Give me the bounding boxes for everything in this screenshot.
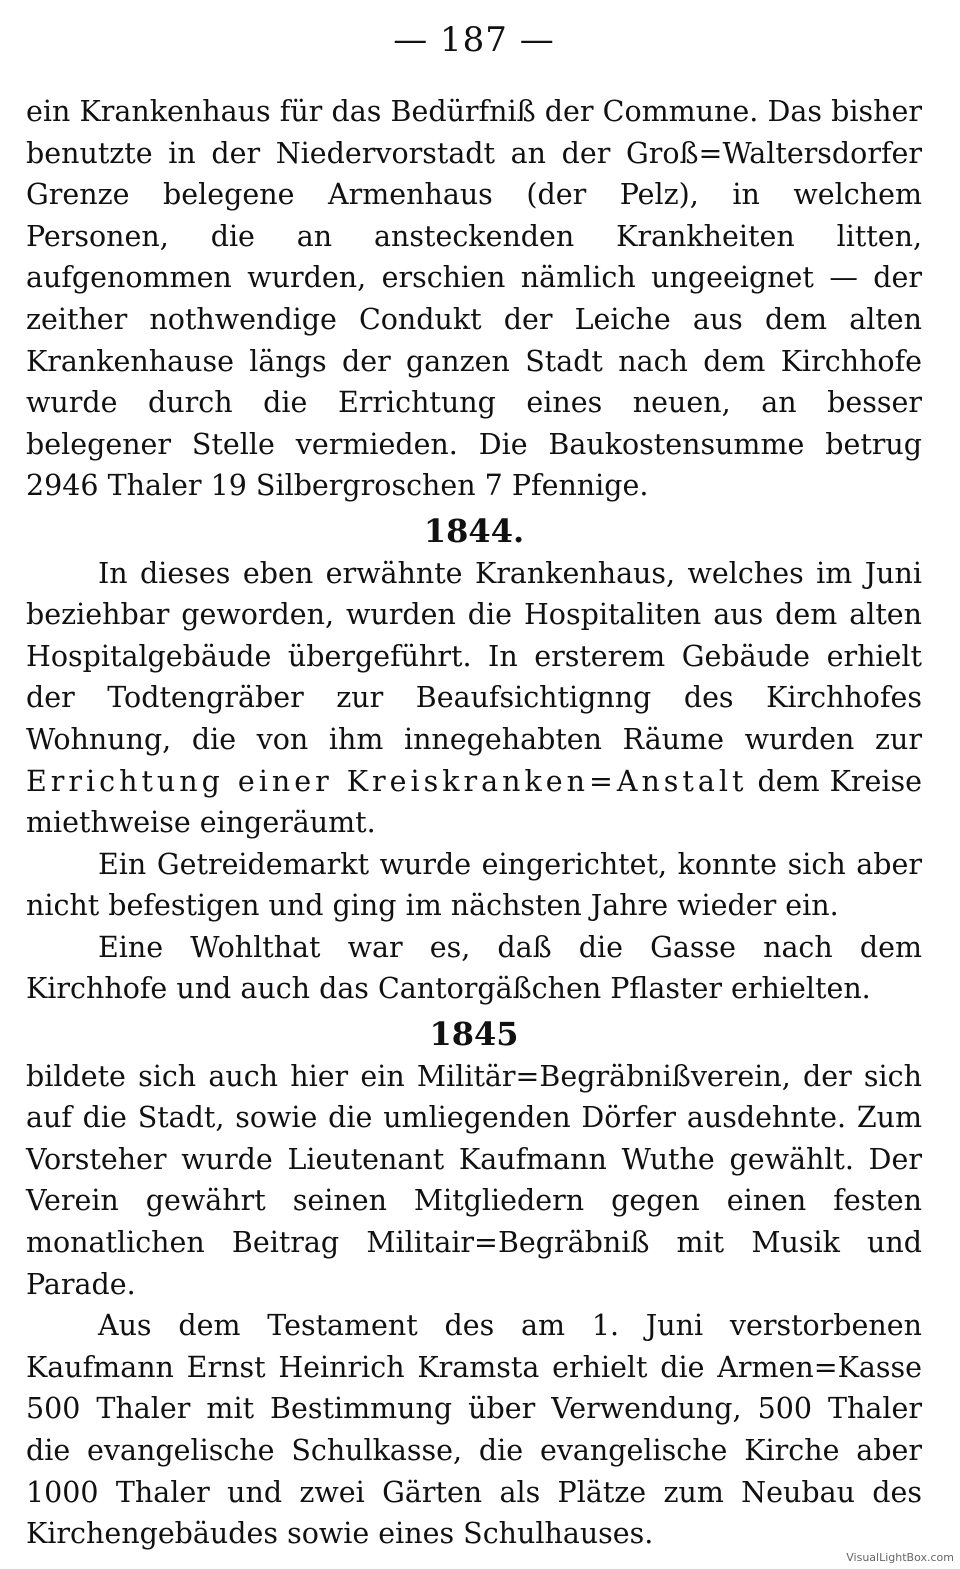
paragraph-1844-pflaster: Eine Wohlthat war es, daß die Gasse nach dem Kirchhofe und auch das Cantorgäßchen Pflaster erhielten. (26, 930, 922, 1006)
book-page (26, 0, 922, 1569)
year-heading-1845: 1845 (429, 1015, 519, 1054)
paragraph-krankenhaus: ein Krankenhaus für das Bedürfniß der Commune. Das bisher benutzte in der Niedervorstadt an der Groß=Waltersdorfer Grenze belegene Armenhaus (der Pelz), in welchem Personen, die an ansteckenden Krankheiten litten, aufgenommen wurden, erschien nämlich ungeeignet — der zeither nothwendige Condukt der Leiche aus dem alten Krankenhause längs der ganzen Stadt nach dem Kirchhofe wurde durch die Errichtung eines neuen, an besser belegener Stelle vermieden. Die Baukostensumme betrug 2946 Thaler 19 Silbergroschen 7 Pfennige. (26, 95, 922, 503)
paragraph-1845-begraebnissverein: bildete sich auch hier ein Militär=Begräbnißverein, der sich auf die Stadt, sowie die umliegenden Dörfer ausdehnte. Zum Vorsteher wurde Lieutenant Kaufmann Wuthe gewählt. Der Verein gewährt seinen Mitgliedern gegen einen festen monatlichen Beitrag Militair=Begräbniß mit Musik und Parade. (26, 1059, 922, 1301)
text-run: dem Kreise miethweise eingeräumt. (26, 764, 922, 840)
watermark: VisualLightBox.com (846, 1551, 954, 1564)
paragraph-1844-hospitaliten (26, 553, 922, 844)
paragraph-1844-getreidemarkt: Ein Getreidemarkt wurde eingerichtet, konnte sich aber nicht befestigen und ging im nächsten Jahre wieder ein. (26, 847, 922, 923)
emphasized-text: Errichtung einer Kreiskranken=Anstalt (26, 764, 748, 798)
page-number: — 187 — (393, 20, 555, 60)
body-text (26, 91, 922, 1555)
paragraph-1845-testament: Aus dem Testament des am 1. Juni verstorbenen Kaufmann Ernst Heinrich Kramsta erhielt die Armen=Kasse 500 Thaler mit Bestimmung über Verwendung, 500 Thaler die evangelische Schulkasse, die evangelische Kirche aber 1000 Thaler und zwei Gärten als Plätze zum Neubau des Kirchengebäudes sowie eines Schulhauses. (26, 1309, 922, 1551)
text-run: In dieses eben erwähnte Krankenhaus, welches im Juni beziehbar geworden, wurden die Hospitaliten aus dem alten Hospitalgebäude übergeführt. In ersterem Gebäude erhielt der Todtengräber zur Beaufsichtignng des Kirchhofes Wohnung, die von ihm innegehabten Räume wurden zur (26, 556, 922, 756)
year-heading-1844: 1844. (423, 511, 525, 550)
